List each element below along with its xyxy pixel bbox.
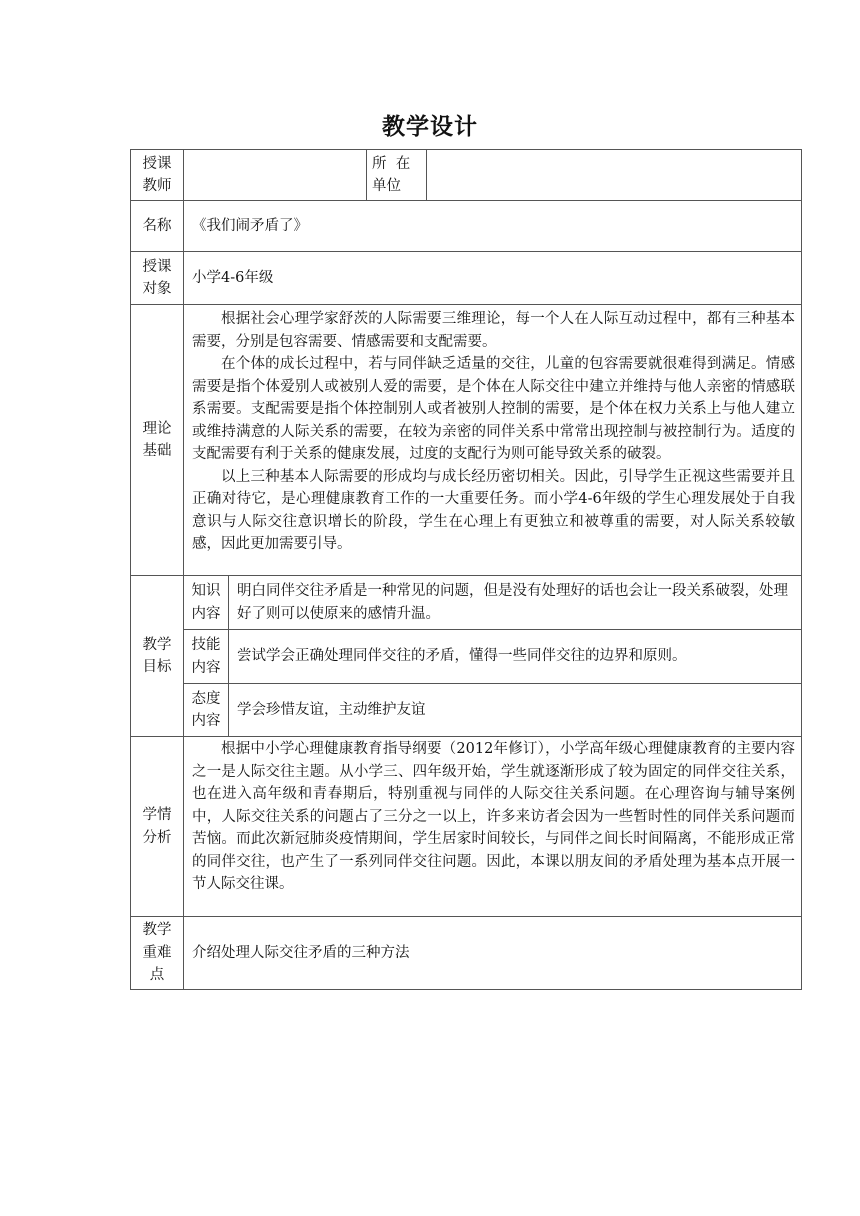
analysis-paragraph: 根据中小学心理健康教育指导纲要（2012年修订），小学高年级心理健康教育的主要内容之一是人际交往主题。从小学三、四年级开始，学生就逐渐形成了较为固定的同伴交往关系，也在进入高年级和青春期后，特别重视与同伴的人际交往关系问题。在心理咨询与辅导案例中，人际交往关系的问题占了三分之一以上，许多来访者会因为一些暂时性的同伴关系问题而苦恼。而此次新冠肺炎疫情期间，学生居家时间较长，与同伴之间长时间隔离，不能形成正常的同伴交往，也产生了一系列同伴交往问题。因此，本课以朋友间的矛盾处理为基本点开展一节人际交往课。 <box>192 741 795 892</box>
name-label: 名称 <box>131 201 184 252</box>
unit-label: 所 在单位 <box>367 150 427 201</box>
keypoints-row <box>131 917 802 990</box>
goal-knowledge-label: 知识内容 <box>184 576 229 630</box>
theory-paragraph: 以上三种基本人际需要的形成均与成长经历密切相关。因此，引导学生正视这些需要并且正确对待它，是心理健康教育工作的一大重要任务。而小学4-6年级的学生心理发展处于自我意识与人际交往意识增长的阶段，学生在心理上有更独立和被尊重的需要，对人际关系较敏感，因此更加需要引导。 <box>192 468 795 552</box>
goal-attitude-label: 态度内容 <box>184 684 229 737</box>
goals-label: 教学目标 <box>131 576 184 737</box>
keypoints-label: 教学重难点 <box>131 917 184 990</box>
teacher-row <box>131 150 802 201</box>
goal-row-attitude <box>131 684 802 737</box>
analysis-row <box>131 737 802 917</box>
unit-value <box>427 150 802 201</box>
name-row <box>131 201 802 252</box>
goal-row-skill <box>131 630 802 684</box>
theory-paragraph: 根据社会心理学家舒茨的人际需要三维理论，每一个人在人际互动过程中，都有三种基本需要，分别是包容需要、情感需要和支配需要。 <box>192 311 795 350</box>
teacher-value <box>184 150 367 201</box>
goal-knowledge-value: 明白同伴交往矛盾是一种常见的问题，但是没有处理好的话也会让一段关系破裂，处理好了则可以使原来的感情升温。 <box>229 576 802 630</box>
audience-value: 小学4-6年级 <box>184 252 802 305</box>
theory-label: 理论基础 <box>131 305 184 576</box>
theory-paragraph: 在个体的成长过程中，若与同伴缺乏适量的交往，儿童的包容需要就很难得到满足。情感需要是指个体爱别人或被别人爱的需要，是个体在人际交往中建立并维持与他人亲密的情感联系需要。支配需要是指个体控制别人或者被别人控制的需要，是个体在权力关系上与他人建立或维持满意的人际关系的需要，在较为亲密的同伴关系中常常出现控制与被控制行为。适度的支配需要有利于关系的健康发展，过度的支配行为则可能导致关系的破裂。 <box>192 356 795 462</box>
document-title: 教学设计 <box>382 114 478 140</box>
analysis-content <box>184 737 802 917</box>
audience-row <box>131 252 802 305</box>
theory-row <box>131 305 802 576</box>
name-value: 《我们闹矛盾了》 <box>184 201 802 252</box>
audience-label: 授课对象 <box>131 252 184 305</box>
goal-skill-label: 技能内容 <box>184 630 229 684</box>
goal-row-knowledge <box>131 576 802 630</box>
keypoints-value: 介绍处理人际交往矛盾的三种方法 <box>184 917 802 990</box>
goal-attitude-value: 学会珍惜友谊，主动维护友谊 <box>229 684 802 737</box>
goal-skill-value: 尝试学会正确处理同伴交往的矛盾，懂得一些同伴交往的边界和原则。 <box>229 630 802 684</box>
teacher-label: 授课教师 <box>131 150 184 201</box>
theory-content <box>184 305 802 576</box>
analysis-label: 学情分析 <box>131 737 184 917</box>
lesson-plan-table <box>130 149 802 990</box>
